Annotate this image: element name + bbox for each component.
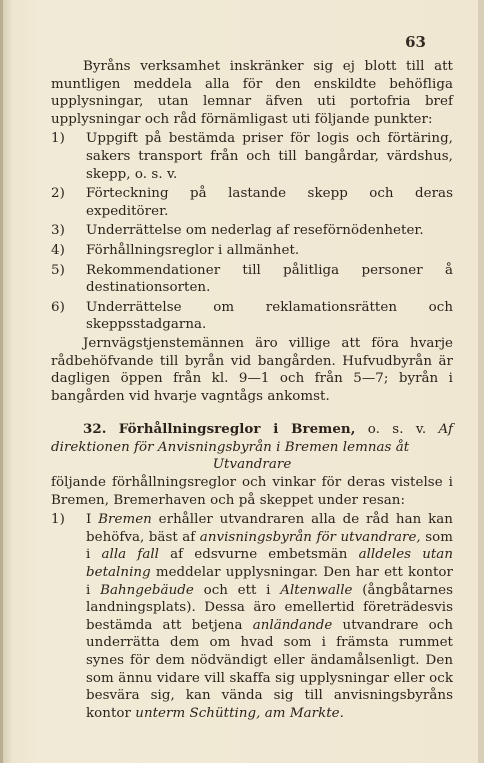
italic-run: anvisningsbyrån för utvandrare, bbox=[199, 529, 421, 545]
list-item-text: Förhållningsreglor i allmänhet. bbox=[86, 242, 300, 258]
list-item-text: Förteckning på lastande skepp och deras expeditörer. bbox=[86, 186, 453, 219]
list-item-text: Underrättelse om reklamationsrätten och skeppsstadgarna. bbox=[86, 299, 453, 333]
list-item-number: 1) bbox=[51, 131, 65, 147]
railway-paragraph: Jernvägstjenstemännen äro villige att föra hvarje rådbehöfvande till byrån vid bangården. Hufvudbyrån är dagligen öppen från kl. 9—1 och från 5—7; byrån i bangården vid hvarje vagntågs ankomst. bbox=[51, 335, 453, 404]
section-italic-intro: Af direktionen för Anvisningsbyrån i Bremen lemnas åt bbox=[51, 422, 453, 455]
text-run: som i bbox=[86, 529, 453, 563]
list-item-number: 2) bbox=[51, 186, 65, 202]
list-item-text: Uppgift på bestämda priser för logis och förtäring, sakers transport från och till bangårdar, värdshus, skepp, o. s. v. bbox=[86, 131, 453, 182]
list-item-number: 5) bbox=[51, 262, 65, 278]
page-text bbox=[51, 58, 453, 723]
italic-run: unterm Schütting, am Markte. bbox=[135, 705, 344, 721]
list-item-text bbox=[86, 512, 453, 721]
italic-run: Bremen bbox=[98, 512, 152, 528]
italic-run: alla fall bbox=[101, 547, 160, 563]
italic-run: Altenwalle bbox=[280, 582, 353, 598]
list-item-number: 6) bbox=[51, 299, 65, 315]
italic-run: anländande bbox=[252, 617, 333, 633]
italic-run: Bahngebäude bbox=[100, 582, 194, 598]
text-run: erhåller utvandraren alla de råd han kan behöfva, bäst af bbox=[86, 512, 453, 545]
list-item-text: Underrättelse om nederlag af reseförnödenheter. bbox=[86, 223, 424, 239]
list-item bbox=[51, 242, 453, 260]
list-item-number: 1) bbox=[51, 512, 65, 528]
section-continuation: följande förhållningsreglor och vinkar för deras vistelse i Bremen, Bremerhaven och på skeppet under resan: bbox=[51, 475, 453, 508]
list-item bbox=[51, 185, 453, 220]
list-item-number: 3) bbox=[51, 223, 65, 239]
intro-paragraph: Byråns verksamhet inskränker sig ej blott till att muntligen meddela alla för den enskildte behöfliga upplysningar, utan lemnar äfven uti portofria bref upplysningar och råd förnämligast uti följande punkter: bbox=[51, 59, 453, 127]
list-item bbox=[51, 511, 453, 722]
page-number: 63 bbox=[405, 33, 426, 51]
text-run: och ett i bbox=[203, 582, 271, 598]
list-item bbox=[51, 222, 453, 240]
section-number: 32. bbox=[83, 421, 107, 438]
section-heading bbox=[51, 421, 453, 456]
list-item bbox=[51, 299, 453, 334]
list-item-text: Rekommendationer till pålitliga personer å destinationsorten. bbox=[86, 262, 453, 296]
text-run: (ångbåtarnes landningsplats). Dessa äro emellertid företrädesvis bestämda att betjena bbox=[86, 582, 454, 633]
text-run: I bbox=[86, 512, 92, 528]
list-item-number: 4) bbox=[51, 242, 65, 258]
text-run: utvandrare och underrätta dem om hvad som i främsta rummet synes för dem nödvändigt eller ändamålsenligt. Den som ännu vidare vill skaffa sig upplysningar eller ock besvära sig, kan vända sig till anvisningsbyråns kontor bbox=[86, 617, 454, 721]
text-run: af edsvurne embetsmän bbox=[170, 547, 348, 563]
list-item bbox=[51, 130, 453, 183]
section-subject: Utvandrare bbox=[212, 457, 292, 473]
italic-run: alldeles utan betalning bbox=[86, 547, 454, 581]
section-title: Förhållningsreglor i Bremen, bbox=[118, 421, 356, 438]
list-item bbox=[51, 262, 453, 297]
section-title-suffix: o. s. v. bbox=[367, 422, 427, 438]
text-run: meddelar upplysningar. Den har ett kontor i bbox=[86, 565, 453, 598]
